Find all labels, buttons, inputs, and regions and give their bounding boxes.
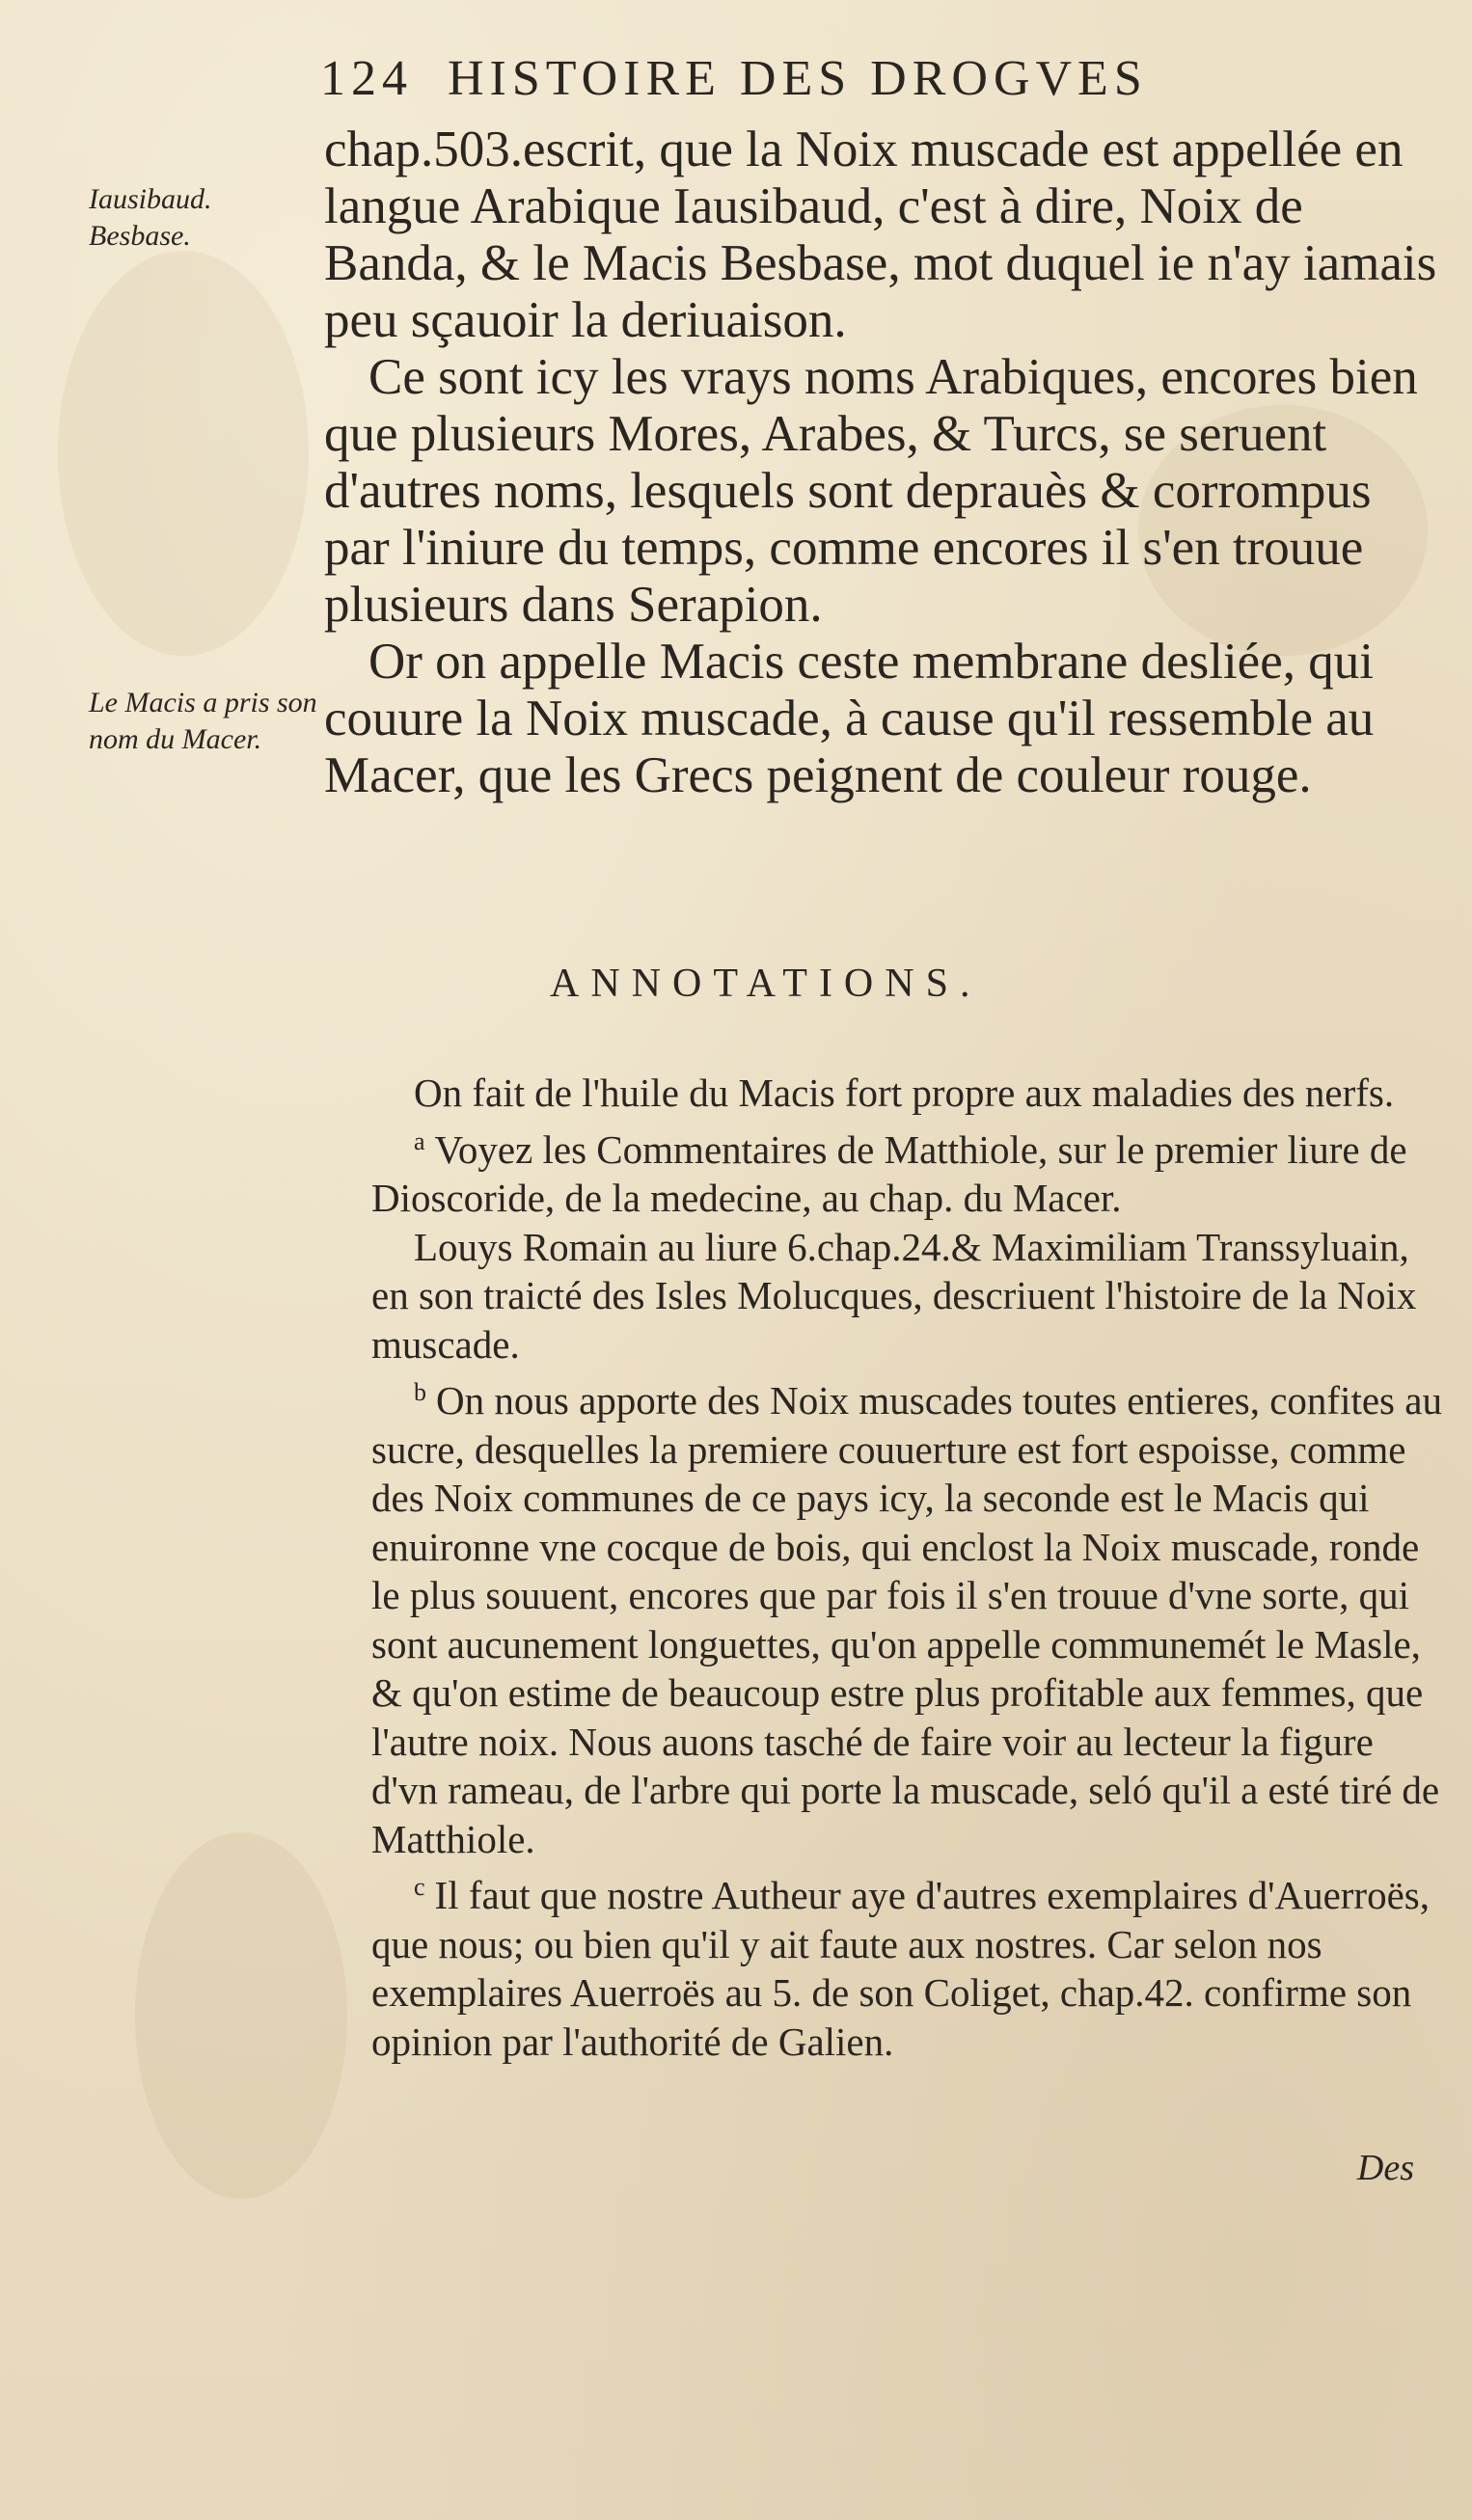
note-marker: a — [414, 1126, 425, 1155]
annotations-heading: ANNOTATIONS. — [550, 962, 982, 1006]
annotations-text — [371, 1069, 1442, 2066]
annotation-paragraph — [371, 1368, 1442, 1863]
page-number: 124 — [320, 51, 413, 106]
note-marker: b — [414, 1378, 426, 1406]
annotation-paragraph — [371, 1863, 1442, 2066]
paper-stain — [58, 251, 309, 656]
main-paragraph: Ce sont icy les vrays noms Arabiques, encores bien que plusieurs Mores, Arabes, & Turcs, se seruent d'autres noms, lesquels sont deprauès & corrompus par l'iniure du temps, comme encores il s'en trouue plusieurs dans Serapion. — [324, 349, 1418, 633]
running-head — [320, 50, 1381, 107]
annotation-text: Il faut que nostre Autheur aye d'autres exemplaires d'Auerroës, que nous; ou bien qu'il y ait faute aux nostres. Car selon nos exemplaires Auerroës au 5. de son Coliget, chap.42. confirme son opinion par l'authorité de Galien. — [371, 1873, 1430, 2064]
annotation-text: Louys Romain au liure 6.chap.24.& Maximiliam Transsyluain, en son traicté des Isles Molucques, descriuent l'histoire de la Noix muscade. — [371, 1224, 1417, 1367]
annotation-paragraph — [371, 1069, 1442, 1118]
main-text — [324, 122, 1443, 804]
main-paragraph: chap.503.escrit, que la Noix muscade est appellée en langue Arabique Iausibaud, c'est à dire, Noix de Banda, & le Macis Besbase, mot duquel ie n'ay iamais peu sçauoir la deriuaison. — [324, 122, 1437, 348]
margin-note-macis: Le Macis a pris son nom du Macer. — [89, 687, 317, 755]
annotation-text: On nous apporte des Noix muscades toutes entieres, confites au sucre, desquelles la premiere couuerture est fort espoisse, comme des Noix communes de ce pays icy, la seconde est le Macis qui enuironne vne cocque de bois, qui enclost la Noix muscade, ronde le plus souuent, encores que par fois il s'en trouue d'vne sorte, qui sont aucunement longuettes, qu'on appelle communemét le Masle, & qu'on estime de beaucoup estre plus profitable aux femmes, que l'autre noix. Nous auons tasché de faire voir au lecteur la figure d'vn rameau, de l'arbre qui porte la muscade, seló qu'il a esté tiré de Matthiole. — [371, 1378, 1442, 1861]
margin-note-iausibaud: Iausibaud. Besbase. — [89, 183, 212, 252]
annotation-paragraph — [371, 1118, 1442, 1223]
running-title: HISTOIRE DES DROGVES — [448, 51, 1148, 106]
catchword: Des — [1356, 2148, 1414, 2188]
annotation-text: On fait de l'huile du Macis fort propre aux maladies des nerfs. — [414, 1070, 1395, 1115]
note-marker: c — [414, 1873, 425, 1901]
paper-stain — [135, 1832, 347, 2199]
annotation-paragraph — [371, 1223, 1442, 1369]
annotation-text: Voyez les Commentaires de Matthiole, sur le premier liure de Dioscoride, de la medecine, au chap. du Macer. — [371, 1126, 1407, 1220]
main-paragraph: Or on appelle Macis ceste membrane desliée, qui couure la Noix muscade, à cause qu'il ressemble au Macer, que les Grecs peignent de couleur rouge. — [324, 634, 1375, 803]
